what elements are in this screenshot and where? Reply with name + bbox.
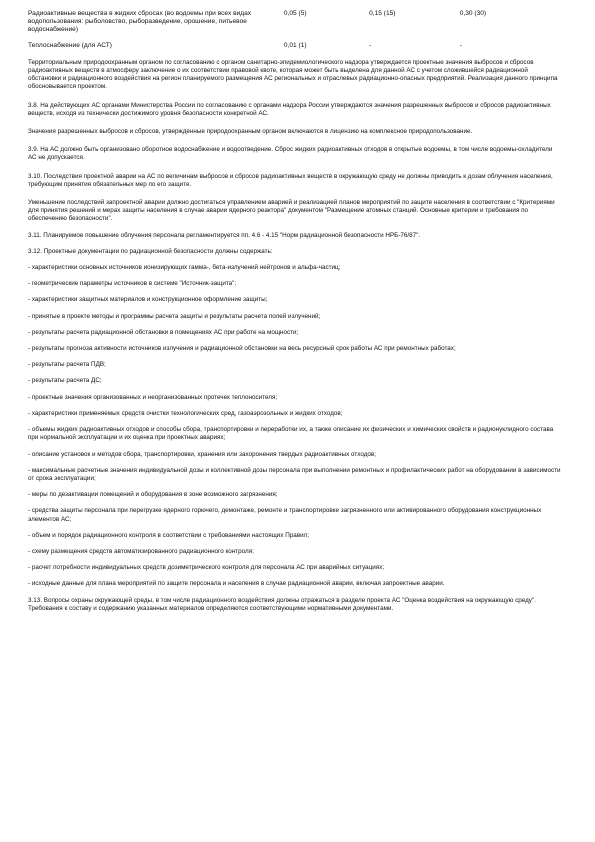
table-cell-value: - <box>459 41 462 49</box>
paragraph: 3.9. На АС должно быть организовано оборотное водоснабжение и водоотведение. Сброс жидких радиоактивных отходов в открытые водоемы, в том числе водоемы-охладители АС не допускается. <box>28 146 553 162</box>
list-item: - характеристики основных источников ионизирующих гамма-, бета-излучений нейтронов и альфа-частиц; <box>28 264 341 272</box>
list-item: - характеристики применяемых средств очистки технологических сред, газоаэрозольных и жидких отходов; <box>28 409 343 417</box>
table-row <box>28 10 561 35</box>
paragraph: 3.12. Проектные документации по радиационной безопасности должны содержать: <box>28 247 273 255</box>
table-cell-name: Теплоснабжение (для АСТ) <box>28 41 113 49</box>
list-item: - максимальные расчетные значения индивидуальной дозы и коллективной дозы персонала при выполнении ремонтных и профилактических работ на оборудовании в зависимости от срока эксплуатации; <box>28 466 561 482</box>
list-item: - геометрические параметры источников в системе "Источник-защита"; <box>28 280 237 288</box>
list-item: - результаты прогноза активности источников излучения и радиационной обстановки на весь ресурсный срок работы АС при ремонтных работах; <box>28 345 456 353</box>
list-item: - схему размещения средств автоматизированного радиационного контроля; <box>28 547 254 555</box>
list-item: - объемы жидких радиоактивных отходов и способы сбора, транспортировки и переработки их, а также описание их физических и химических свойств и радионуклидного состава при нормальной эксплуатации и их оценка при проектных авариях; <box>28 426 554 442</box>
paragraph: Значения разрешенных выбросов и сбросов, утвержденные природоохранным органом включаются в лицензию на комплексное природопользование. <box>28 128 473 136</box>
table-cell-value: - <box>369 41 372 49</box>
list-item: - описание установок и методов сбора, транспортировки, хранения или захоронения твердых радиоактивных отходов; <box>28 450 376 458</box>
paragraph: Территориальным природоохранным органом по согласованию с органом санитарно-эпидемиологического надзора утверждается проектные значения выбросов и сбросов радиоактивных веществ в атмосферу заключение о их соответствии правовой квоте, которая может быть выделена для данной АС с учетом сложившейся радиационной обстановки и радиационного воздействия на регион планируемого размещения АС региональных и отраслевых радиационно-опасных предприятий. Реализация данного принципа обосновывается проектом. <box>28 58 558 91</box>
table-cell-value: 0,15 (15) <box>369 10 396 17</box>
list-item: - исходные данные для плана мероприятий по защите персонала и населения в случае радиационной аварии, включая запроектные аварии. <box>28 580 445 588</box>
limits-table <box>28 10 561 50</box>
table-row <box>28 35 561 50</box>
list-item: - средства защиты персонала при перегрузке ядерного горючего, демонтаже, ремонте и транспортировке загрязненного или активированного оборудования конструкционных элементов АС; <box>28 507 542 523</box>
table-cell-value: 0,01 (1) <box>283 41 307 49</box>
paragraph: Уменьшение последствий запроектной аварии должно достигаться управлением аварией и реализацией планов мероприятий по защите населения в соответствии с "Критериями для принятия решений и мерах защиты населения в случае аварии ядерного реактора" документом "Размещение атомных станций. Основные критерии и требования по обеспечению безопасности". <box>28 199 555 223</box>
list-item: - расчет потребности индивидуальных средств дозиметрического контроля для персонала АС при аварийных ситуациях; <box>28 564 385 572</box>
list-item: - проектные значения организованных и неорганизованных протечек теплоносителя; <box>28 393 278 401</box>
list-item: - объем и порядок радиационного контроля в соответствии с требованиями настоящих Правил; <box>28 531 310 539</box>
list-item: - принятые в проекте методы и программы расчета защиты и результаты расчета полей излучений; <box>28 312 321 320</box>
list-item: - результаты расчета радиационной обстановки в помещениях АС при работе на мощности; <box>28 328 299 336</box>
table-cell-value: 0,05 (5) <box>283 10 307 17</box>
paragraph: 3.8. На действующих АС органами Министерства России по согласованию с органами надзора России утверждаются значения разрешенных выбросов и сбросов радиоактивных веществ, исходя из технически достижимого уровня безопасности конкретной АС. <box>28 101 551 117</box>
list-item: - результаты расчета ДС; <box>28 377 102 385</box>
paragraph: 3.13. Вопросы охраны окружающей среды, в том числе радиационного воздействия должны отражаться в разделе проекта АС "Оценка воздействия на окружающую среду". Требования к составу и содержанию указанных материалов определяются соответствующими нормативными документами. <box>28 596 536 612</box>
list-item: - результаты расчета ПДВ; <box>28 361 106 369</box>
table-cell-value: 0,30 (30) <box>459 10 487 17</box>
list-item: - характеристики защитных материалов и конструкционное оформление защиты; <box>28 296 268 304</box>
list-item: - меры по дезактивации помещений и оборудования в зоне возможного загрязнения; <box>28 491 278 499</box>
table-cell-name: Радиоактивные вещества в жидких сбросах (во водоемы при всех видах водопользования: рыболовство, рыборазведение, орошение, питьевое водоснабжение) <box>28 10 252 34</box>
paragraph: 3.11. Планируемое повышение облучения персонала регламентируется пп. 4.6 - 4.15 "Норм радиационной безопасности НРБ-76/87". <box>28 231 421 239</box>
paragraph: 3.10. Последствия проектной аварии на АС по величинам выбросов и сбросов радиоактивных веществ в окружающую среду не должны приводить к дозам облучения населения, требующим принятия обязательных мер по его защите. <box>28 172 553 188</box>
